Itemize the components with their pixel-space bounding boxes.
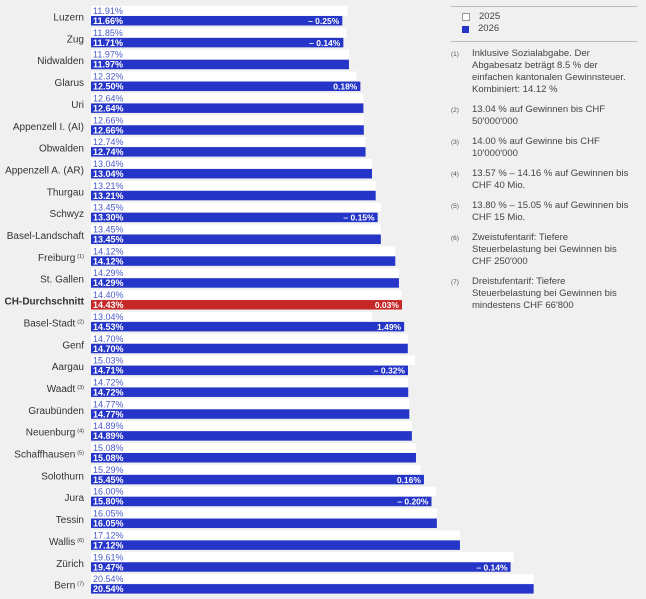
bar-label-2025: 13.45%	[93, 202, 124, 213]
bar-2025	[91, 181, 376, 191]
footnote-7	[451, 276, 637, 312]
bar-2025	[91, 487, 436, 497]
bar-label-2026: 14.77%	[93, 409, 124, 420]
category-label: Freiburg $^{(1)}$	[38, 252, 84, 264]
footnote-text: Zweistufentarif: Tiefere Steuerbelastung bei Gewinnen bis CHF 250'000	[472, 232, 617, 267]
bar-2026	[91, 562, 511, 572]
bar-2026	[91, 256, 395, 266]
change-label: 0.03%	[374, 300, 399, 311]
bar-2025	[91, 465, 420, 475]
bar-2026	[91, 519, 437, 529]
bar-label-2025: 16.05%	[93, 508, 124, 519]
legend-swatch-2025	[462, 13, 470, 21]
bar-label-2025: 12.64%	[93, 93, 124, 104]
bar-label-2026: 20.54%	[93, 584, 124, 595]
bar-label-2026: 12.64%	[93, 103, 124, 114]
bar-label-2025: 19.61%	[93, 552, 124, 563]
bar-2026	[91, 169, 372, 179]
bar-2025	[91, 93, 363, 103]
category-label: Jura	[64, 493, 84, 505]
bar-2025	[91, 443, 416, 453]
bar-label-2025: 14.72%	[93, 377, 124, 388]
bar-label-2026: 13.45%	[93, 234, 124, 245]
bar-2026	[91, 387, 408, 397]
category-label: Obwalden	[38, 143, 84, 155]
category-label: CH-Durchschnitt	[4, 296, 84, 308]
bar-label-2026: 11.71%	[93, 37, 124, 48]
bar-2026	[91, 584, 534, 594]
bar-label-2026: 14.29%	[93, 278, 124, 289]
category-label: Nidwalden	[37, 56, 84, 68]
category-label: Aargau	[51, 362, 84, 374]
change-label: – 0.20%	[397, 496, 429, 507]
bar-label-2025: 17.12%	[93, 530, 124, 541]
bar-2025	[91, 225, 381, 235]
footnote-6	[451, 232, 637, 268]
bar-label-2025: 13.45%	[93, 224, 124, 235]
change-label: 1.49%	[377, 321, 402, 332]
bar-label-2026: 19.47%	[93, 562, 124, 573]
bar-2025	[91, 72, 356, 82]
bar-label-2026: 14.89%	[93, 431, 124, 442]
bar-2026	[91, 497, 431, 507]
footnote-text: Dreistufentarif: Tiefere Steuerbelastung bei Gewinnen bis mindestens CHF 66'800	[472, 276, 617, 311]
footnote-number: (7)	[451, 279, 459, 286]
bar-2025	[91, 268, 399, 278]
bar-label-2026: 13.30%	[93, 212, 124, 223]
bar-2025	[91, 50, 349, 60]
category-label: Bern $^{(7)}$	[54, 580, 84, 592]
bar-2026	[91, 235, 381, 245]
category-label: Uri	[71, 99, 84, 111]
bar-label-2025: 14.70%	[93, 333, 124, 344]
bar-2026	[91, 147, 366, 157]
bar-2026	[91, 453, 416, 463]
bar-label-2025: 13.21%	[93, 180, 124, 191]
bar-label-2025: 11.91%	[93, 6, 123, 16]
footnote-4	[451, 168, 637, 192]
bar-label-2025: 16.00%	[93, 486, 124, 497]
category-label: Zürich	[56, 558, 84, 570]
bar-2025	[91, 312, 372, 322]
bar-2025	[91, 399, 409, 409]
legend-label-2025: 2025	[479, 11, 501, 22]
bar-label-2026: 16.05%	[93, 518, 124, 529]
bar-label-2025: 11.97%	[93, 49, 123, 60]
category-label: Schaffhausen $^{(5)}$	[14, 449, 84, 461]
bar-label-2026: 15.45%	[93, 474, 124, 485]
bar-label-2026: 14.70%	[93, 343, 124, 354]
bar-2026	[91, 82, 360, 92]
change-label: 0.18%	[333, 81, 358, 92]
bar-label-2025: 14.89%	[93, 421, 124, 432]
category-label: Thurgau	[46, 187, 84, 199]
category-label: Appenzell A. (AR)	[5, 165, 84, 177]
bar-label-2025: 14.77%	[93, 399, 124, 410]
category-label: Solothurn	[41, 471, 84, 483]
bar-label-2026: 15.08%	[93, 453, 124, 463]
bar-label-2026: 14.12%	[93, 256, 124, 267]
bar-2026	[91, 300, 402, 310]
footnote-text: 13.04 % auf Gewinnen bis CHF 50'000'000	[472, 104, 606, 127]
bar-2025	[91, 159, 372, 169]
bar-label-2025: 13.04%	[93, 158, 124, 169]
bar-label-2025: 15.03%	[93, 355, 124, 366]
bar-2025	[91, 377, 408, 387]
bar-label-2026: 13.04%	[93, 168, 124, 179]
bar-2025	[91, 574, 534, 584]
category-label: Genf	[62, 340, 84, 352]
category-label: Tessin	[55, 515, 84, 527]
legend-item-2026	[451, 23, 637, 35]
bar-label-2026: 17.12%	[93, 540, 124, 551]
category-label: Schwyz	[49, 209, 84, 221]
bar-2026	[91, 16, 342, 26]
bar-2026	[91, 322, 404, 332]
footnote-number: (5)	[451, 203, 459, 210]
category-label: Basel-Landschaft	[6, 231, 84, 242]
bar-2025	[91, 530, 460, 540]
category-label: Zug	[66, 34, 84, 46]
bar-label-2025: 15.08%	[93, 443, 124, 453]
footnote-number: (1)	[451, 51, 459, 58]
bar-2026	[91, 38, 343, 48]
category-label: Glarus	[54, 78, 84, 90]
bar-2026	[91, 125, 364, 135]
bar-label-2025: 14.12%	[93, 246, 124, 257]
bar-label-2026: 13.21%	[93, 190, 124, 201]
footnote-number: (3)	[451, 139, 459, 146]
bar-2025	[91, 421, 412, 431]
bar-2026	[91, 409, 409, 419]
bar-label-2026: 11.97%	[93, 59, 124, 70]
footnote-1	[451, 48, 637, 96]
bar-label-2025: 14.40%	[93, 290, 124, 301]
bar-label-2026: 12.74%	[93, 147, 124, 158]
category-label: Wallis $^{(6)}$	[48, 536, 84, 548]
bar-2025	[91, 246, 395, 256]
change-label: 0.16%	[396, 474, 421, 485]
bar-2025	[91, 356, 415, 366]
bar-label-2026: 11.66%	[93, 16, 124, 26]
footnote-number: (6)	[451, 235, 459, 242]
bar-2026	[91, 431, 412, 441]
bar-2025	[91, 509, 437, 519]
bar-2025	[91, 115, 364, 125]
bar-2026	[91, 103, 363, 113]
footnote-5	[451, 200, 637, 224]
bar-label-2025: 12.32%	[93, 71, 124, 82]
footnote-3	[451, 136, 637, 160]
bar-label-2025: 15.29%	[93, 464, 124, 475]
bar-2025	[91, 137, 366, 147]
bar-label-2026: 14.43%	[93, 300, 124, 311]
footnote-text: 13.57 % – 14.16 % auf Gewinnen bis CHF 40 Mio.	[472, 168, 629, 191]
footnote-number: (4)	[451, 171, 459, 178]
change-label: – 0.25%	[308, 16, 340, 26]
bar-label-2025: 20.54%	[93, 574, 124, 585]
footnote-text: 14.00 % auf Gewinne bis CHF 10'000'000	[472, 136, 600, 159]
bar-2026	[91, 278, 399, 288]
bar-label-2025: 12.66%	[93, 115, 124, 126]
bar-2026	[91, 213, 378, 223]
footnote-2	[451, 104, 637, 128]
category-label: St. Gallen	[40, 274, 84, 286]
bar-label-2026: 12.50%	[93, 81, 124, 92]
bar-2025	[91, 552, 514, 562]
legend-item-2025	[451, 11, 637, 23]
bar-label-2025: 12.74%	[93, 137, 124, 148]
bar-2026	[91, 540, 460, 550]
bar-label-2025: 13.04%	[93, 311, 124, 322]
category-label: Waadt $^{(3)}$	[46, 383, 84, 395]
legend-separator	[451, 41, 637, 42]
footnote-number: (2)	[451, 107, 459, 114]
bar-2025	[91, 290, 401, 300]
category-label: Luzern	[53, 12, 84, 24]
category-label: Neuenburg $^{(4)}$	[25, 427, 84, 439]
bar-2025	[91, 6, 348, 16]
change-label: – 0.14%	[476, 562, 508, 573]
bar-label-2026: 14.53%	[93, 321, 124, 332]
footnote-text: Inklusive Sozialabgabe. Der Abgabesatz beträgt 8.5 % der einfachen kantonalen Gewinnsteuer. Kombiniert: 14.12 %	[472, 48, 626, 95]
bar-label-2026: 14.72%	[93, 387, 124, 398]
change-label: – 0.14%	[309, 37, 341, 48]
bar-2025	[91, 28, 346, 37]
bar-2025	[91, 203, 381, 213]
category-label: Basel-Stadt $^{(2)}$	[23, 318, 84, 330]
footnote-text: 13.80 % – 15.05 % auf Gewinnen bis CHF 15 Mio.	[472, 200, 629, 223]
legend-label-2026: 2026	[478, 23, 500, 34]
bar-label-2025: 11.85%	[93, 27, 123, 38]
legend-swatch-2026	[462, 26, 469, 33]
bar-2026	[91, 60, 349, 69]
change-label: – 0.32%	[373, 365, 406, 376]
bar-2025	[91, 334, 408, 344]
legend-top-rule	[451, 6, 637, 7]
change-label: – 0.15%	[343, 212, 375, 223]
category-label: Graubünden	[28, 405, 84, 417]
chart-legend	[451, 6, 637, 320]
bar-label-2026: 14.71%	[93, 365, 124, 376]
bar-2026	[91, 344, 408, 354]
bar-2026	[91, 366, 408, 376]
bar-label-2026: 12.66%	[93, 125, 124, 136]
bar-label-2026: 15.80%	[93, 496, 124, 507]
bar-2026	[91, 475, 424, 485]
bar-2026	[91, 191, 376, 201]
category-label: Appenzell I. (AI)	[12, 121, 84, 133]
bar-label-2025: 14.29%	[93, 268, 124, 279]
